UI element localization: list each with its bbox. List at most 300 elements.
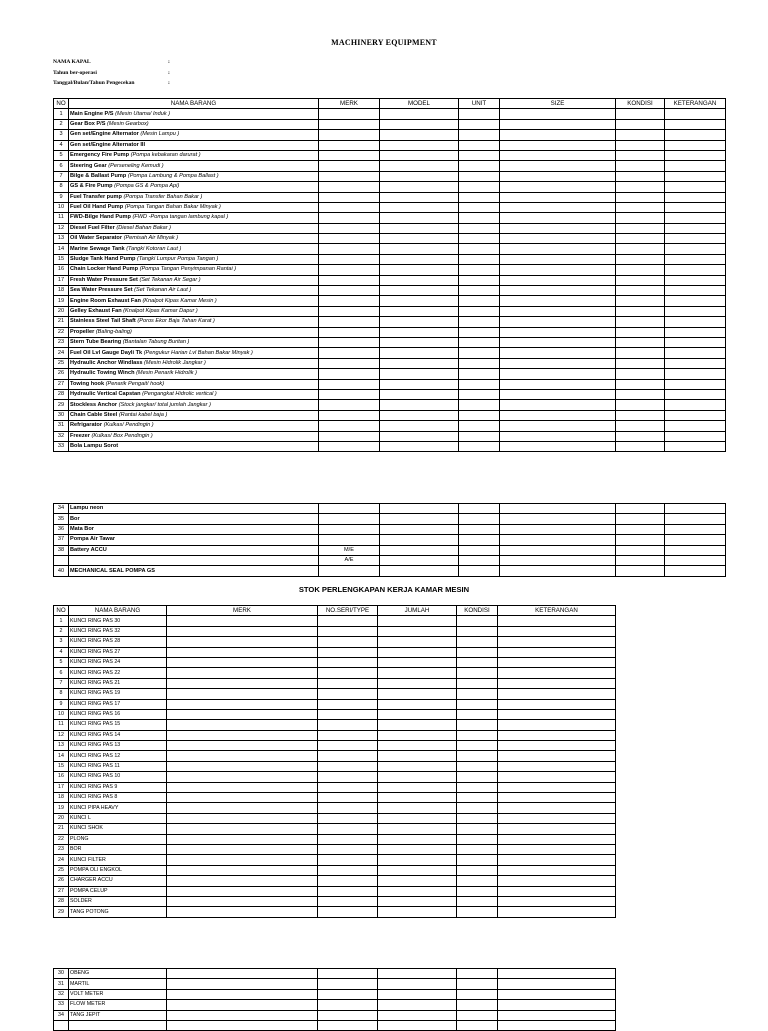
empty-cell[interactable] [318, 876, 378, 886]
empty-cell[interactable] [665, 223, 726, 233]
empty-cell[interactable] [459, 296, 500, 306]
empty-cell[interactable] [500, 223, 616, 233]
empty-cell[interactable] [319, 400, 380, 410]
empty-cell[interactable] [319, 130, 380, 140]
empty-cell[interactable] [457, 699, 498, 709]
empty-cell[interactable] [500, 410, 616, 420]
empty-cell[interactable] [459, 265, 500, 275]
empty-cell[interactable] [167, 730, 318, 740]
empty-cell[interactable] [498, 1020, 616, 1030]
empty-cell[interactable] [459, 254, 500, 264]
empty-cell[interactable] [500, 140, 616, 150]
empty-cell[interactable] [457, 741, 498, 751]
empty-cell[interactable] [665, 130, 726, 140]
empty-cell[interactable] [665, 202, 726, 212]
empty-cell[interactable] [616, 337, 665, 347]
empty-cell[interactable] [457, 657, 498, 667]
empty-cell[interactable] [380, 410, 459, 420]
empty-cell[interactable] [167, 844, 318, 854]
merk-cell[interactable] [319, 514, 380, 524]
empty-cell[interactable] [500, 379, 616, 389]
empty-cell[interactable] [616, 150, 665, 160]
empty-cell[interactable] [665, 545, 726, 555]
empty-cell[interactable] [318, 772, 378, 782]
empty-cell[interactable] [665, 358, 726, 368]
empty-cell[interactable] [319, 358, 380, 368]
empty-cell[interactable] [380, 119, 459, 129]
empty-cell[interactable] [616, 140, 665, 150]
empty-cell[interactable] [167, 803, 318, 813]
empty-cell[interactable] [500, 535, 616, 545]
empty-cell[interactable] [378, 834, 457, 844]
empty-cell[interactable] [457, 637, 498, 647]
empty-cell[interactable] [616, 296, 665, 306]
empty-cell[interactable] [457, 824, 498, 834]
empty-cell[interactable] [616, 182, 665, 192]
empty-cell[interactable] [167, 751, 318, 761]
empty-cell[interactable] [167, 668, 318, 678]
empty-cell[interactable] [459, 182, 500, 192]
empty-cell[interactable] [380, 379, 459, 389]
empty-cell[interactable] [380, 306, 459, 316]
empty-cell[interactable] [498, 844, 616, 854]
empty-cell[interactable] [500, 150, 616, 160]
empty-cell[interactable] [459, 119, 500, 129]
empty-cell[interactable] [665, 566, 726, 576]
empty-cell[interactable] [318, 699, 378, 709]
empty-cell[interactable] [319, 171, 380, 181]
empty-cell[interactable] [380, 296, 459, 306]
merk-cell[interactable]: A/E [319, 555, 380, 565]
empty-cell[interactable] [378, 761, 457, 771]
empty-cell[interactable] [665, 265, 726, 275]
empty-cell[interactable] [459, 161, 500, 171]
empty-cell[interactable] [318, 657, 378, 667]
empty-cell[interactable] [498, 730, 616, 740]
empty-cell[interactable] [665, 441, 726, 451]
empty-cell[interactable] [378, 637, 457, 647]
empty-cell[interactable] [457, 616, 498, 626]
empty-cell[interactable] [498, 834, 616, 844]
empty-cell[interactable] [318, 834, 378, 844]
empty-cell[interactable] [500, 171, 616, 181]
empty-cell[interactable] [378, 855, 457, 865]
empty-cell[interactable] [167, 824, 318, 834]
empty-cell[interactable] [457, 647, 498, 657]
empty-cell[interactable] [378, 741, 457, 751]
empty-cell[interactable] [457, 678, 498, 688]
empty-cell[interactable] [167, 772, 318, 782]
empty-cell[interactable] [665, 348, 726, 358]
empty-cell[interactable] [380, 514, 459, 524]
empty-cell[interactable] [378, 720, 457, 730]
empty-cell[interactable] [457, 907, 498, 917]
empty-cell[interactable] [378, 751, 457, 761]
empty-cell[interactable] [616, 192, 665, 202]
empty-cell[interactable] [167, 782, 318, 792]
empty-cell[interactable] [378, 896, 457, 906]
empty-cell[interactable] [457, 803, 498, 813]
empty-cell[interactable] [378, 689, 457, 699]
empty-cell[interactable] [500, 254, 616, 264]
empty-cell[interactable] [380, 441, 459, 451]
empty-cell[interactable] [378, 979, 457, 989]
empty-cell[interactable] [318, 896, 378, 906]
empty-cell[interactable] [457, 989, 498, 999]
empty-cell[interactable] [167, 741, 318, 751]
empty-cell[interactable] [167, 896, 318, 906]
empty-cell[interactable] [498, 969, 616, 979]
empty-cell[interactable] [167, 813, 318, 823]
empty-cell[interactable] [500, 234, 616, 244]
empty-cell[interactable] [500, 421, 616, 431]
empty-cell[interactable] [457, 793, 498, 803]
empty-cell[interactable] [498, 896, 616, 906]
empty-cell[interactable] [378, 907, 457, 917]
empty-cell[interactable] [318, 647, 378, 657]
empty-cell[interactable] [378, 730, 457, 740]
empty-cell[interactable] [500, 275, 616, 285]
empty-cell[interactable] [457, 1000, 498, 1010]
empty-cell[interactable] [616, 171, 665, 181]
empty-cell[interactable] [616, 244, 665, 254]
empty-cell[interactable] [498, 699, 616, 709]
empty-cell[interactable] [167, 709, 318, 719]
empty-cell[interactable] [459, 389, 500, 399]
empty-cell[interactable] [167, 1000, 318, 1010]
empty-cell[interactable] [380, 244, 459, 254]
empty-cell[interactable] [457, 782, 498, 792]
empty-cell[interactable] [318, 969, 378, 979]
empty-cell[interactable] [459, 244, 500, 254]
empty-cell[interactable] [380, 431, 459, 441]
empty-cell[interactable] [319, 161, 380, 171]
empty-cell[interactable] [380, 317, 459, 327]
empty-cell[interactable] [319, 431, 380, 441]
empty-cell[interactable] [498, 824, 616, 834]
empty-cell[interactable] [378, 626, 457, 636]
empty-cell[interactable] [378, 844, 457, 854]
empty-cell[interactable] [459, 109, 500, 119]
empty-cell[interactable] [318, 720, 378, 730]
empty-cell[interactable] [457, 720, 498, 730]
empty-cell[interactable] [665, 514, 726, 524]
empty-cell[interactable] [665, 213, 726, 223]
empty-cell[interactable] [318, 844, 378, 854]
empty-cell[interactable] [459, 514, 500, 524]
empty-cell[interactable] [380, 400, 459, 410]
empty-cell[interactable] [459, 369, 500, 379]
empty-cell[interactable] [378, 657, 457, 667]
empty-cell[interactable] [665, 140, 726, 150]
empty-cell[interactable] [457, 1020, 498, 1030]
empty-cell[interactable] [665, 109, 726, 119]
empty-cell[interactable] [500, 265, 616, 275]
empty-cell[interactable] [318, 637, 378, 647]
empty-cell[interactable] [378, 989, 457, 999]
empty-cell[interactable] [380, 140, 459, 150]
empty-cell[interactable] [167, 876, 318, 886]
empty-cell[interactable] [318, 751, 378, 761]
empty-cell[interactable] [616, 317, 665, 327]
empty-cell[interactable] [318, 1000, 378, 1010]
empty-cell[interactable] [665, 171, 726, 181]
empty-cell[interactable] [500, 182, 616, 192]
empty-cell[interactable] [498, 979, 616, 989]
empty-cell[interactable] [380, 545, 459, 555]
empty-cell[interactable] [318, 1020, 378, 1030]
empty-cell[interactable] [459, 192, 500, 202]
empty-cell[interactable] [500, 545, 616, 555]
empty-cell[interactable] [616, 161, 665, 171]
empty-cell[interactable] [498, 1000, 616, 1010]
empty-cell[interactable] [500, 306, 616, 316]
empty-cell[interactable] [378, 709, 457, 719]
empty-cell[interactable] [498, 782, 616, 792]
empty-cell[interactable] [380, 182, 459, 192]
empty-cell[interactable] [665, 379, 726, 389]
empty-cell[interactable] [616, 130, 665, 140]
empty-cell[interactable] [498, 855, 616, 865]
empty-cell[interactable] [319, 389, 380, 399]
empty-cell[interactable] [167, 647, 318, 657]
empty-cell[interactable] [167, 761, 318, 771]
empty-cell[interactable] [459, 431, 500, 441]
empty-cell[interactable] [616, 358, 665, 368]
empty-cell[interactable] [378, 678, 457, 688]
empty-cell[interactable] [380, 275, 459, 285]
empty-cell[interactable] [318, 730, 378, 740]
empty-cell[interactable] [665, 400, 726, 410]
empty-cell[interactable] [498, 907, 616, 917]
empty-cell[interactable] [498, 876, 616, 886]
empty-cell[interactable] [616, 514, 665, 524]
empty-cell[interactable] [167, 793, 318, 803]
empty-cell[interactable] [616, 566, 665, 576]
empty-cell[interactable] [665, 421, 726, 431]
empty-cell[interactable] [616, 234, 665, 244]
empty-cell[interactable] [167, 969, 318, 979]
empty-cell[interactable] [665, 369, 726, 379]
empty-cell[interactable] [457, 979, 498, 989]
empty-cell[interactable] [500, 400, 616, 410]
empty-cell[interactable] [380, 504, 459, 514]
empty-cell[interactable] [378, 803, 457, 813]
empty-cell[interactable] [459, 171, 500, 181]
empty-cell[interactable] [167, 979, 318, 989]
empty-cell[interactable] [457, 876, 498, 886]
empty-cell[interactable] [380, 535, 459, 545]
empty-cell[interactable] [380, 130, 459, 140]
empty-cell[interactable] [380, 555, 459, 565]
empty-cell[interactable] [665, 234, 726, 244]
empty-cell[interactable] [665, 337, 726, 347]
empty-cell[interactable] [380, 202, 459, 212]
empty-cell[interactable] [318, 979, 378, 989]
empty-cell[interactable] [457, 772, 498, 782]
empty-cell[interactable] [459, 337, 500, 347]
empty-cell[interactable] [457, 896, 498, 906]
empty-cell[interactable] [616, 504, 665, 514]
empty-cell[interactable] [167, 626, 318, 636]
empty-cell[interactable] [616, 254, 665, 264]
empty-cell[interactable] [498, 793, 616, 803]
empty-cell[interactable] [319, 421, 380, 431]
empty-cell[interactable] [500, 119, 616, 129]
empty-cell[interactable] [459, 410, 500, 420]
empty-cell[interactable] [500, 161, 616, 171]
empty-cell[interactable] [457, 668, 498, 678]
empty-cell[interactable] [665, 431, 726, 441]
empty-cell[interactable] [318, 855, 378, 865]
empty-cell[interactable] [319, 140, 380, 150]
empty-cell[interactable] [500, 296, 616, 306]
empty-cell[interactable] [318, 907, 378, 917]
empty-cell[interactable] [459, 150, 500, 160]
empty-cell[interactable] [459, 545, 500, 555]
empty-cell[interactable] [319, 306, 380, 316]
empty-cell[interactable] [459, 234, 500, 244]
empty-cell[interactable] [380, 213, 459, 223]
empty-cell[interactable] [167, 689, 318, 699]
empty-cell[interactable] [459, 327, 500, 337]
empty-cell[interactable] [167, 657, 318, 667]
empty-cell[interactable] [318, 989, 378, 999]
empty-cell[interactable] [498, 813, 616, 823]
empty-cell[interactable] [616, 275, 665, 285]
empty-cell[interactable] [457, 865, 498, 875]
empty-cell[interactable] [616, 400, 665, 410]
empty-cell[interactable] [318, 616, 378, 626]
empty-cell[interactable] [498, 626, 616, 636]
empty-cell[interactable] [167, 989, 318, 999]
empty-cell[interactable] [665, 306, 726, 316]
empty-cell[interactable] [378, 793, 457, 803]
empty-cell[interactable] [616, 441, 665, 451]
empty-cell[interactable] [616, 223, 665, 233]
empty-cell[interactable] [665, 119, 726, 129]
empty-cell[interactable] [167, 616, 318, 626]
empty-cell[interactable] [459, 140, 500, 150]
empty-cell[interactable] [167, 886, 318, 896]
empty-cell[interactable] [457, 761, 498, 771]
empty-cell[interactable] [500, 286, 616, 296]
empty-cell[interactable] [459, 358, 500, 368]
empty-cell[interactable] [457, 689, 498, 699]
empty-cell[interactable] [319, 119, 380, 129]
empty-cell[interactable] [318, 689, 378, 699]
empty-cell[interactable] [380, 566, 459, 576]
empty-cell[interactable] [616, 421, 665, 431]
merk-cell[interactable] [319, 535, 380, 545]
empty-cell[interactable] [500, 348, 616, 358]
empty-cell[interactable] [459, 223, 500, 233]
empty-cell[interactable] [318, 813, 378, 823]
empty-cell[interactable] [319, 379, 380, 389]
empty-cell[interactable] [319, 213, 380, 223]
empty-cell[interactable] [459, 400, 500, 410]
empty-cell[interactable] [378, 1000, 457, 1010]
empty-cell[interactable] [457, 813, 498, 823]
empty-cell[interactable] [500, 358, 616, 368]
empty-cell[interactable] [500, 389, 616, 399]
empty-cell[interactable] [457, 730, 498, 740]
empty-cell[interactable] [459, 286, 500, 296]
empty-cell[interactable] [616, 265, 665, 275]
empty-cell[interactable] [457, 709, 498, 719]
empty-cell[interactable] [459, 213, 500, 223]
empty-cell[interactable] [167, 834, 318, 844]
empty-cell[interactable] [380, 286, 459, 296]
empty-cell[interactable] [616, 524, 665, 534]
empty-cell[interactable] [459, 348, 500, 358]
empty-cell[interactable] [318, 741, 378, 751]
empty-cell[interactable] [459, 130, 500, 140]
empty-cell[interactable] [500, 555, 616, 565]
empty-cell[interactable] [319, 182, 380, 192]
empty-cell[interactable] [167, 855, 318, 865]
empty-cell[interactable] [616, 369, 665, 379]
empty-cell[interactable] [457, 969, 498, 979]
empty-cell[interactable] [319, 234, 380, 244]
empty-cell[interactable] [498, 751, 616, 761]
empty-cell[interactable] [319, 369, 380, 379]
empty-cell[interactable] [616, 431, 665, 441]
merk-cell[interactable] [319, 566, 380, 576]
empty-cell[interactable] [380, 337, 459, 347]
empty-cell[interactable] [500, 192, 616, 202]
empty-cell[interactable] [498, 989, 616, 999]
empty-cell[interactable] [380, 109, 459, 119]
empty-cell[interactable] [457, 1010, 498, 1020]
empty-cell[interactable] [616, 119, 665, 129]
empty-cell[interactable] [616, 109, 665, 119]
empty-cell[interactable] [616, 213, 665, 223]
empty-cell[interactable] [319, 441, 380, 451]
empty-cell[interactable] [378, 616, 457, 626]
empty-cell[interactable] [318, 1010, 378, 1020]
empty-cell[interactable] [457, 844, 498, 854]
empty-cell[interactable] [498, 637, 616, 647]
empty-cell[interactable] [380, 421, 459, 431]
empty-cell[interactable] [457, 855, 498, 865]
empty-cell[interactable] [380, 265, 459, 275]
empty-cell[interactable] [319, 109, 380, 119]
empty-cell[interactable] [498, 647, 616, 657]
empty-cell[interactable] [665, 327, 726, 337]
empty-cell[interactable] [459, 555, 500, 565]
empty-cell[interactable] [318, 709, 378, 719]
empty-cell[interactable] [498, 709, 616, 719]
empty-cell[interactable] [319, 327, 380, 337]
empty-cell[interactable] [459, 504, 500, 514]
empty-cell[interactable] [319, 150, 380, 160]
empty-cell[interactable] [665, 555, 726, 565]
empty-cell[interactable] [167, 865, 318, 875]
empty-cell[interactable] [380, 254, 459, 264]
empty-cell[interactable] [378, 647, 457, 657]
empty-cell[interactable] [318, 886, 378, 896]
empty-cell[interactable] [380, 348, 459, 358]
empty-cell[interactable] [167, 637, 318, 647]
empty-cell[interactable] [318, 865, 378, 875]
empty-cell[interactable] [616, 389, 665, 399]
empty-cell[interactable] [378, 824, 457, 834]
empty-cell[interactable] [457, 834, 498, 844]
empty-cell[interactable] [380, 161, 459, 171]
merk-cell[interactable] [319, 504, 380, 514]
empty-cell[interactable] [665, 150, 726, 160]
